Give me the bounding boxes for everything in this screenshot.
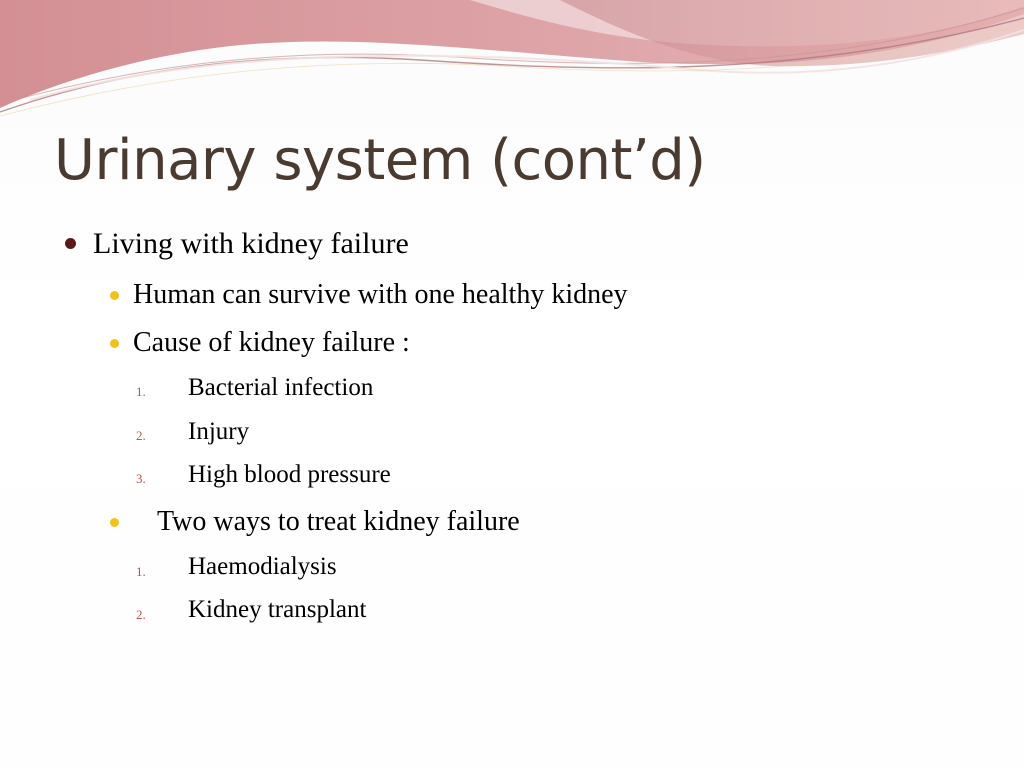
numbered-item-text: Kidney transplant — [188, 596, 367, 623]
level2-bullet-icon — [110, 518, 119, 527]
bullet-text: Cause of kidney failure : — [133, 327, 410, 358]
numbered-item-text: Injury — [188, 418, 250, 445]
numbered-item-text: Haemodialysis — [188, 553, 337, 580]
bullet-text: Two ways to treat kidney failure — [157, 506, 520, 537]
level2-bullet-icon — [110, 339, 119, 348]
list-number: 3. — [136, 471, 146, 486]
list-number: 1. — [136, 564, 146, 579]
bullet-text: Human can survive with one healthy kidney — [133, 279, 628, 310]
list-number: 2. — [136, 428, 146, 443]
bullet-text: Living with kidney failure — [93, 227, 409, 260]
numbered-item-text: Bacterial infection — [188, 374, 374, 401]
list-number: 2. — [136, 607, 146, 622]
level1-bullet-icon — [65, 238, 76, 249]
level2-bullet-icon — [110, 291, 119, 300]
list-number: 1. — [136, 384, 146, 399]
numbered-item-text: High blood pressure — [188, 461, 391, 488]
slide-title: Urinary system (cont’d) — [54, 128, 706, 193]
